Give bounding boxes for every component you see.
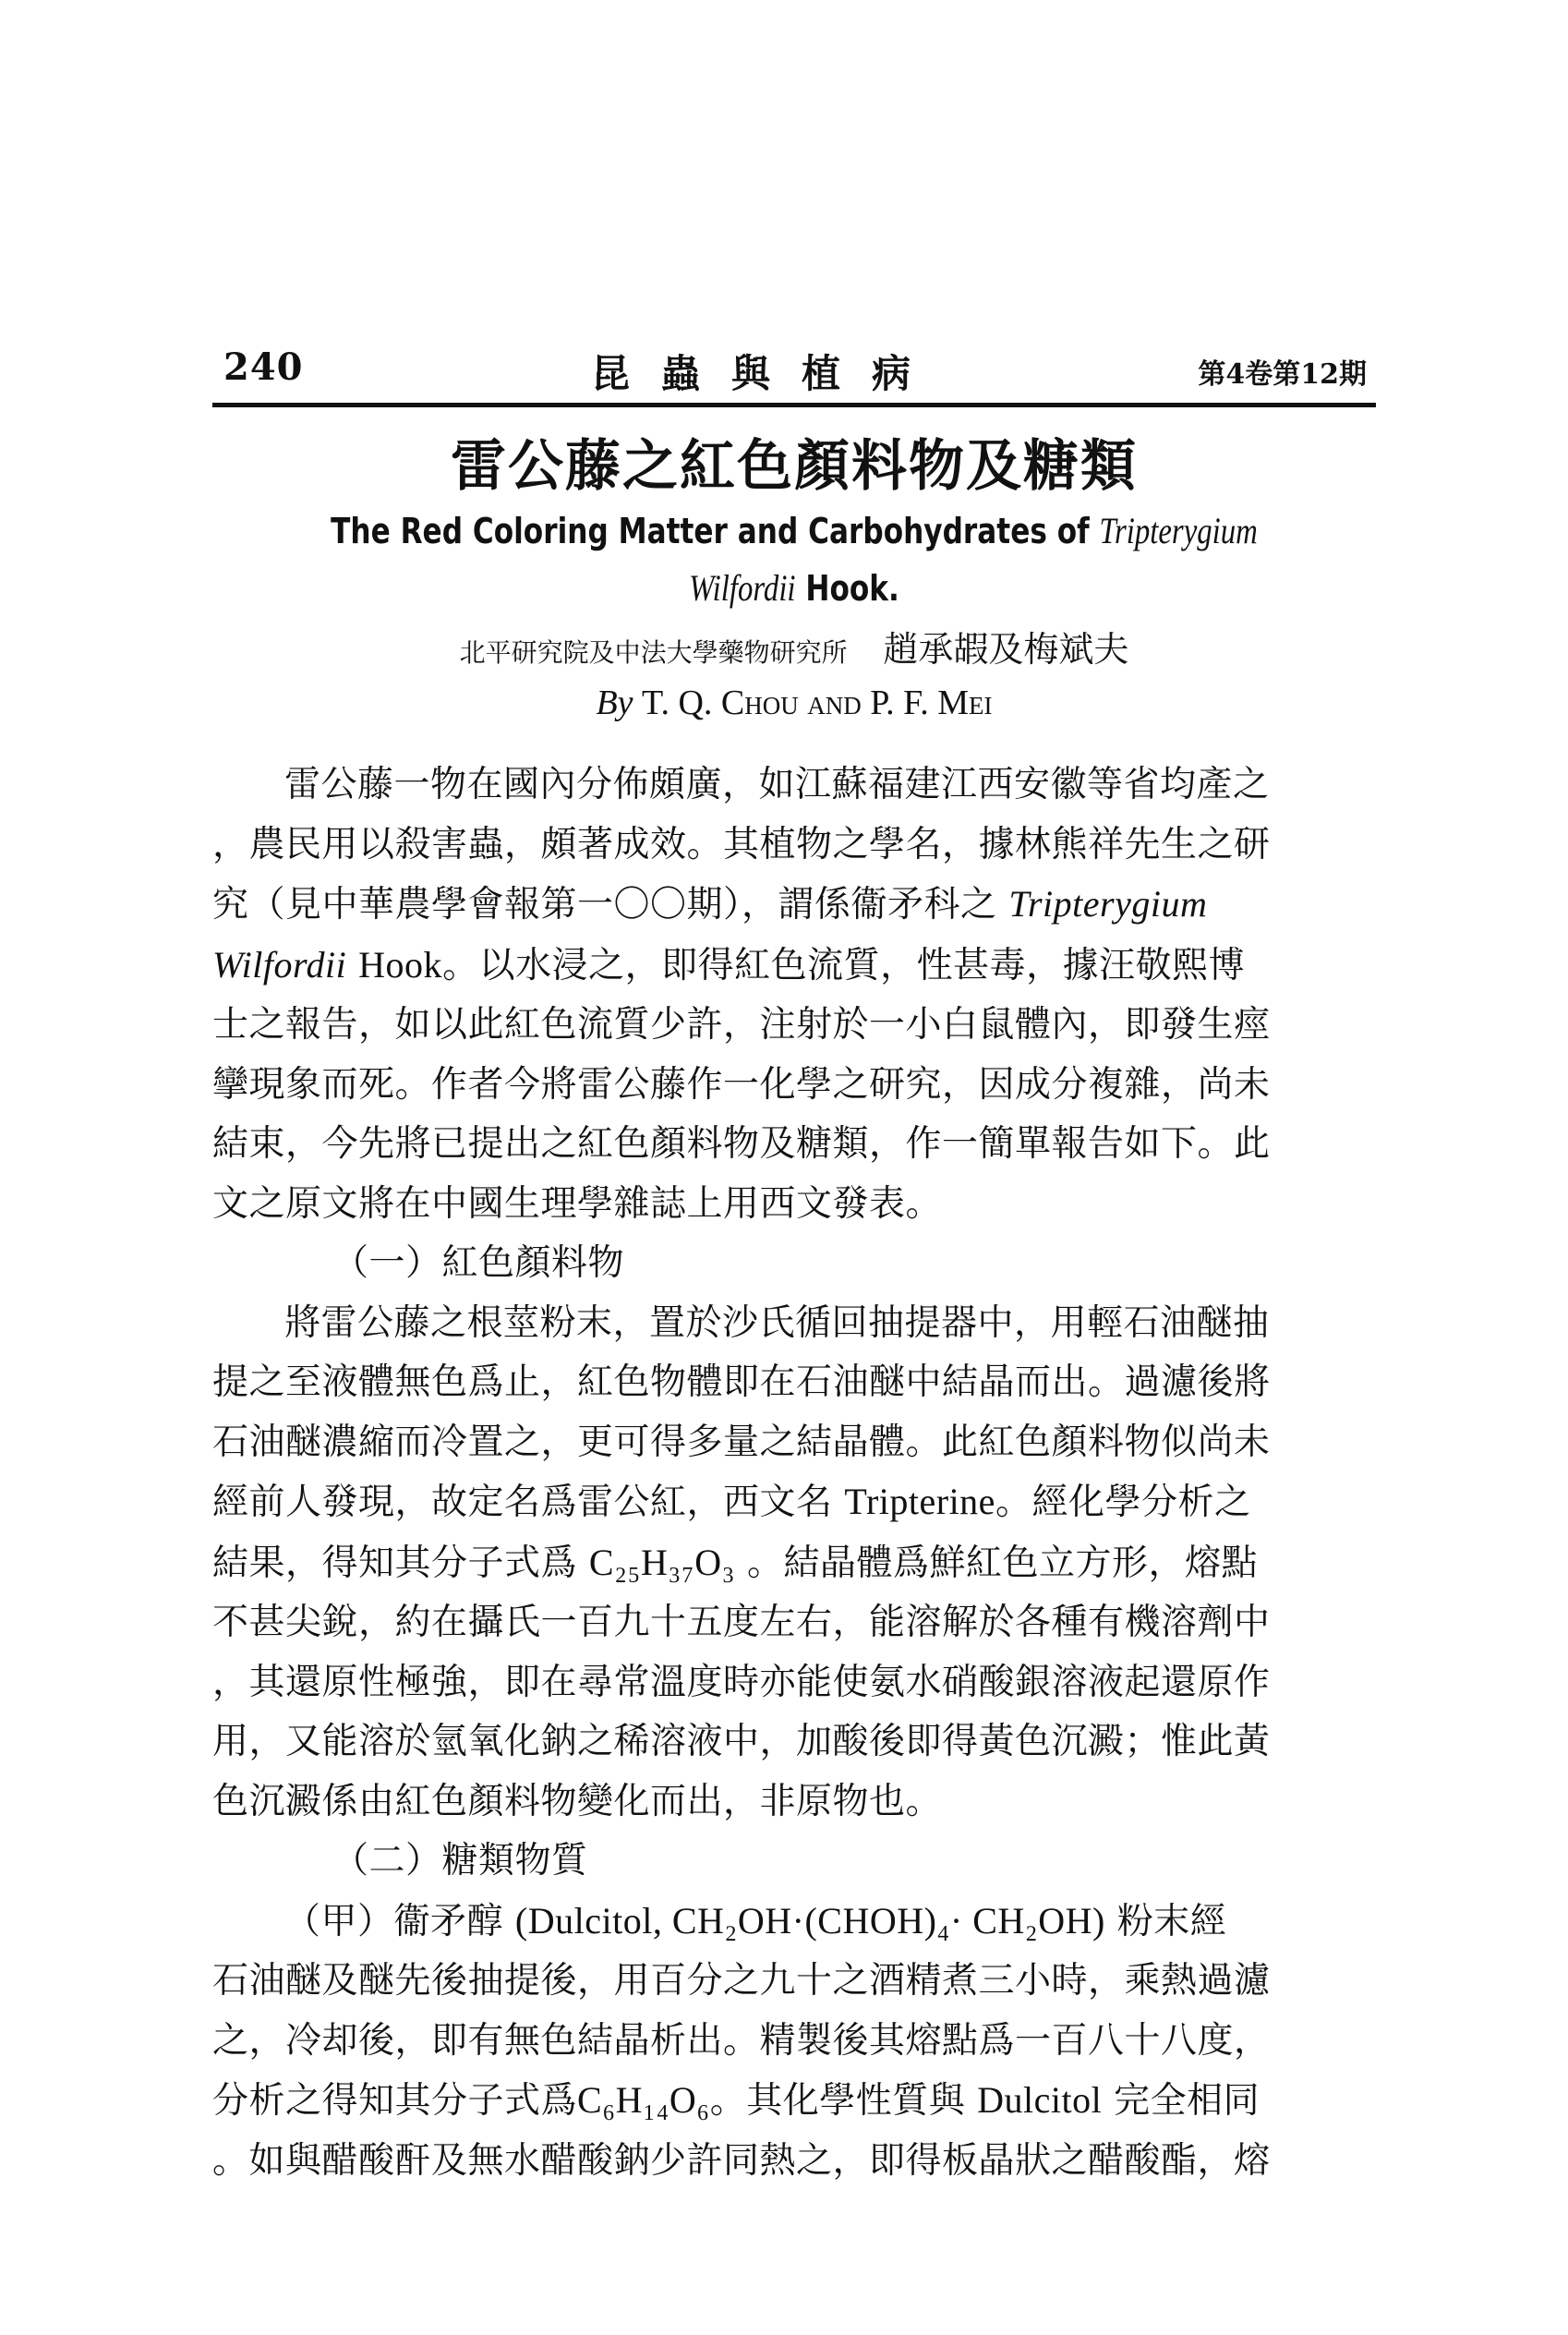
body-line: 石油醚濃縮而冷置之，更可得多量之結晶體。此紅色顏料物似尚未 <box>212 1421 1271 1463</box>
chemical-formula: C₆H₁₄O₆ <box>577 2079 710 2121</box>
chemical-formula: C₂₅H₃₇O₃ <box>588 1541 736 1583</box>
body-text: 完全相同 <box>1114 2080 1260 2122</box>
body-line <box>212 2071 1376 2132</box>
byline <box>212 678 1376 728</box>
article-title-english-line1 <box>317 502 1271 560</box>
body-line: 攣現象而死。作者今將雷公藤作一化學之研究，因成分複雜，尚未 <box>212 1063 1271 1106</box>
body-line <box>212 1533 1376 1594</box>
body-line <box>212 875 1376 936</box>
body-text: 究（見中華農學會報第一〇〇期），謂係衞矛科之 <box>212 884 997 926</box>
body-line: 士之報告，如以此紅色流質少許，注射於一小白鼠體內，即發生痙 <box>212 1004 1271 1046</box>
body-line: 色沉澱係由紅色顏料物變化而出，非原物也。 <box>212 1780 943 1822</box>
body-line: 之，冷却後，即有無色結晶析出。精製後其熔點爲一百八十八度， <box>212 2019 1271 2062</box>
affiliation-line <box>212 624 1376 678</box>
body-line: 石油醚及醚先後抽提後，用百分之九十之酒精煮三小時，乘熱過濾 <box>212 1960 1271 2002</box>
title-en-text: The Red Coloring Matter and Carbohydrates of <box>331 511 1090 551</box>
running-head <box>212 333 1376 397</box>
issue-label: 第4卷第12期 <box>1198 358 1367 391</box>
body-line <box>212 1472 1376 1533</box>
header-rule <box>212 403 1376 407</box>
body-text: （甲）衞矛醇 <box>284 1900 504 1942</box>
title-en-species: Wilfordii <box>689 567 796 609</box>
title-en-authority: Hook. <box>805 568 899 609</box>
chemical-formula: (Dulcitol, CH₂OH·(CHOH)₄· CH₂OH) <box>514 1899 1105 1942</box>
body-line: 用，又能溶於氫氧化鈉之稀溶液中，加酸後即得黃色沉澱；惟此黃 <box>212 1721 1271 1762</box>
article-title-chinese: 雷公藤之紅色顏料物及糖類 <box>451 434 1138 499</box>
body-text: 粉末經 <box>1116 1900 1227 1942</box>
article-body <box>212 756 1376 2191</box>
section-heading-carbohydrates: （二）糖類物質 <box>332 1840 588 1881</box>
body-line <box>212 1892 1376 1953</box>
title-en-genus: Tripterygium <box>1099 510 1258 551</box>
body-line: 將雷公藤之根莖粉末，置於沙氏循回抽提器中，用輕石油醚抽 <box>284 1301 1270 1344</box>
institution: 北平研究院及中法大學藥物研究所 <box>459 637 848 668</box>
scientific-name: Tripterygium <box>1008 883 1208 925</box>
journal-page <box>212 333 1376 2191</box>
body-line: 結束，今先將已提出之紅色顏料物及糖類，作一簡單報告如下。此 <box>212 1123 1271 1165</box>
body-line <box>212 936 1376 997</box>
byline-authors: T. Q. Chou and P. F. Mei <box>642 684 993 722</box>
body-line: 不甚尖銳，約在攝氏一百九十五度左右，能溶解於各種有機溶劑中 <box>212 1602 1271 1643</box>
body-text: 。經化學分析之 <box>995 1482 1251 1523</box>
byline-by: By <box>596 684 633 722</box>
body-line: 。如與醋酸酐及無水醋酸鈉少許同熱之，即得板晶狀之醋酸酯，熔 <box>212 2139 1271 2182</box>
body-text: 。其化學性質與 <box>709 2080 966 2122</box>
body-text: 經前人發現，故定名爲雷公紅，西文名 <box>212 1482 833 1523</box>
body-line: ，農民用以殺害蟲，頗著成效。其植物之學名，據林熊祥先生之研 <box>212 823 1271 865</box>
article-title-english-line2 <box>317 560 1271 617</box>
body-text: 分析之得知其分子式爲 <box>212 2080 578 2122</box>
body-line: 提之至液體無色爲止，紅色物體即在石油醚中結晶而出。過濾後將 <box>212 1361 1271 1403</box>
section-heading-red-pigment: （一）紅色顏料物 <box>332 1242 625 1284</box>
body-text-en: Dulcitol <box>977 2079 1103 2121</box>
body-text-en: Hook <box>358 943 443 986</box>
body-line: 雷公藤一物在國內分佈頗廣，如江蘇福建江西安徽等省均產之 <box>284 764 1270 805</box>
body-line: 文之原文將在中國生理學雜誌上用西文發表。 <box>212 1182 943 1225</box>
body-text: 結果，得知其分子式爲 <box>212 1542 578 1584</box>
authors-chinese: 趙承嘏及梅斌夫 <box>883 629 1129 670</box>
page-number: 240 <box>223 345 304 389</box>
journal-title: 昆蟲與植病 <box>591 351 943 396</box>
body-text: 。以水浸之，即得紅色流質，性甚毒，據汪敬熙博 <box>442 944 1246 986</box>
body-line: ，其還原性極強，即在尋常溫度時亦能使氨水硝酸銀溶液起還原作 <box>212 1661 1271 1703</box>
body-text: 。結晶體爲鮮紅色立方形，熔點 <box>747 1542 1259 1584</box>
body-text-en: Tripterine <box>844 1481 995 1522</box>
scientific-name: Wilfordii <box>212 943 347 986</box>
